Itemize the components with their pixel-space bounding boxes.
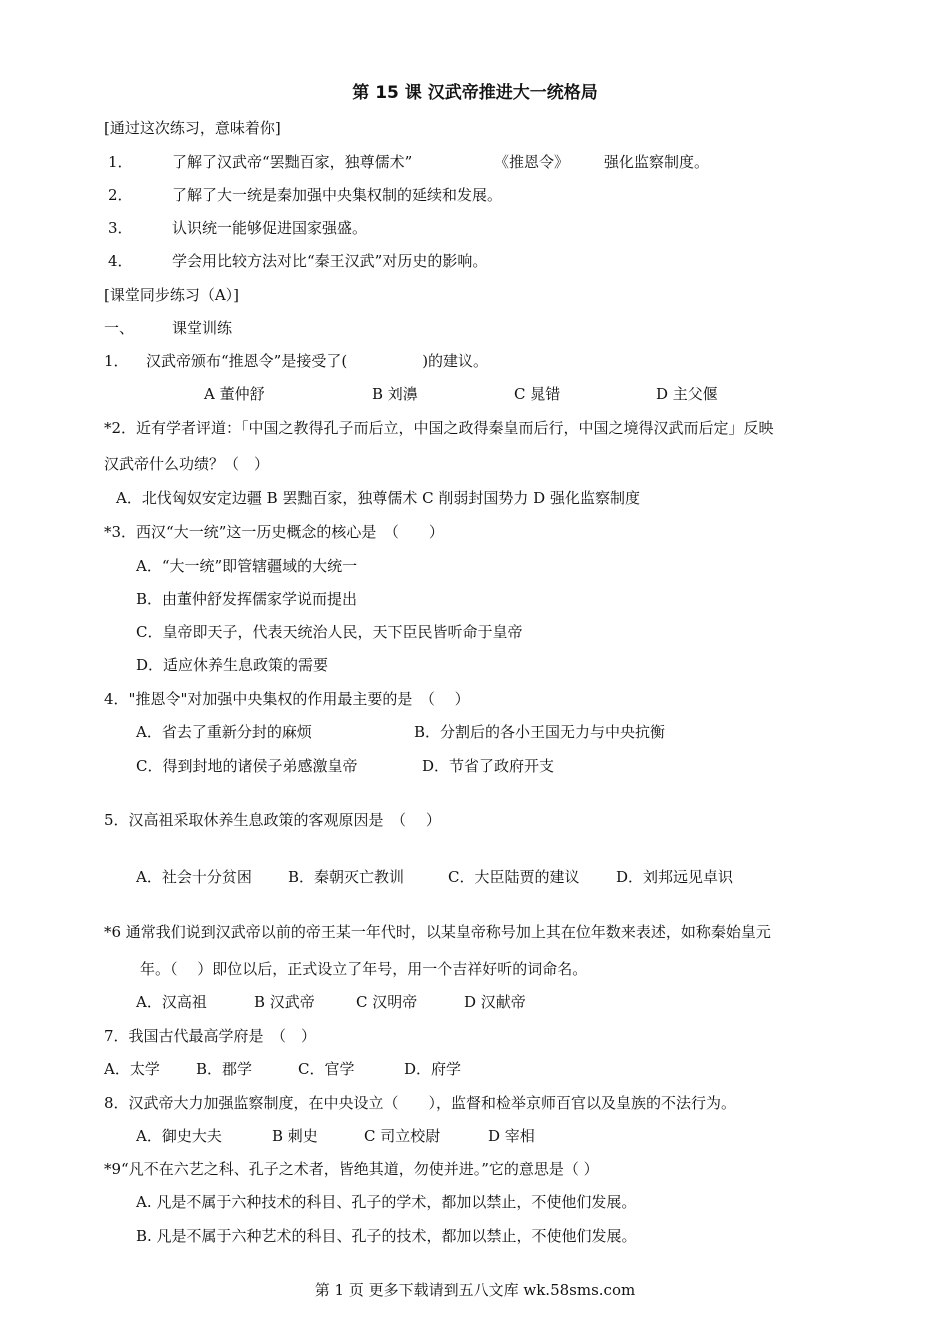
goal-1-extra-2: 强化监察制度。 <box>604 153 710 171</box>
q7-option-c: C．官学 <box>298 1060 355 1078</box>
section-number: 一、 <box>104 319 135 337</box>
goal-1-extra-1: 《推恩令》 <box>494 153 570 171</box>
q1-option-b: B 刘濞 <box>372 385 418 403</box>
q4-stem: 4．"推恩令"对加强中央集权的作用最主要的是 （ ） <box>104 690 470 708</box>
q2-options: A．北伐匈奴安定边疆 B 罢黜百家，独尊儒术 C 削弱封国势力 D 强化监察制度 <box>116 489 640 507</box>
q1-stem: 汉武帝颁布“推恩令”是接受了( )的建议。 <box>146 352 489 370</box>
q3-stem: *3．西汉“大一统”这一历史概念的核心是 （ ） <box>104 523 444 541</box>
q6-option-a: A．汉高祖 <box>136 993 207 1011</box>
q3-option-a: A．“大一统”即管辖疆域的大统一 <box>136 557 358 575</box>
q4-option-d: D．节省了政府开支 <box>422 757 555 775</box>
q5-stem: 5．汉高祖采取休养生息政策的客观原因是 （ ） <box>104 811 441 829</box>
q5-option-d: D．刘邦远见卓识 <box>616 868 734 886</box>
goal-3-text: 认识统一能够促进国家强盛。 <box>172 219 368 237</box>
q8-option-d: D 宰相 <box>488 1127 535 1145</box>
q6-option-b: B 汉武帝 <box>254 993 315 1011</box>
q7-option-b: B．郡学 <box>196 1060 253 1078</box>
goals-header: [通过这次练习，意味着你] <box>104 119 281 137</box>
q6-option-d: D 汉献帝 <box>464 993 526 1011</box>
practice-header: [课堂同步练习（A）] <box>104 286 240 304</box>
q6-option-c: C 汉明帝 <box>356 993 418 1011</box>
q5-option-b: B．秦朝灭亡教训 <box>288 868 405 886</box>
q9-option-a: A. 凡是不属于六种技术的科目、孔子的学术，都加以禁止，不使他们发展。 <box>136 1193 637 1211</box>
q8-stem: 8．汉武帝大力加强监察制度，在中央设立（ ），监督和检举京师百官以及皇族的不法行为。 <box>104 1094 737 1112</box>
q4-option-a: A．省去了重新分封的麻烦 <box>136 723 312 741</box>
q2-stem-line-1: *2．近有学者评道：「中国之教得孔子而后立，中国之政得秦皇而后行，中国之境得汉武而后定」反映 <box>104 419 774 437</box>
q8-option-c: C 司立校尉 <box>364 1127 441 1145</box>
goal-2-text: 了解了大一统是秦加强中央集权制的延续和发展。 <box>172 186 503 204</box>
page-footer: 第 1 页 更多下载请到五八文库 wk.58sms.com <box>314 1281 636 1299</box>
q3-option-b: B．由董仲舒发挥儒家学说而提出 <box>136 590 358 608</box>
goal-4-number: 4． <box>108 252 133 270</box>
q1-number: 1． <box>104 352 129 370</box>
q1-option-a: A 董仲舒 <box>204 385 265 403</box>
q2-stem-line-2: 汉武帝什么功绩？（ ） <box>104 455 270 473</box>
q3-option-c: C．皇帝即天子，代表天统治人民，天下臣民皆听命于皇帝 <box>136 623 523 641</box>
q5-option-c: C．大臣陆贾的建议 <box>448 868 580 886</box>
goal-2-number: 2． <box>108 186 133 204</box>
q9-stem: *9“凡不在六艺之科、孔子之术者，皆绝其道，勿使并进。”它的意思是（ ） <box>104 1160 599 1178</box>
goal-3-number: 3． <box>108 219 133 237</box>
goal-4-text: 学会用比较方法对比“秦王汉武”对历史的影响。 <box>172 252 488 270</box>
section-title: 课堂训练 <box>172 319 233 337</box>
q7-option-a: A．太学 <box>104 1060 160 1078</box>
q6-stem-line-2: 年。（ ）即位以后，正式设立了年号，用一个吉祥好听的词命名。 <box>140 960 588 978</box>
q4-option-b: B．分割后的各小王国无力与中央抗衡 <box>414 723 666 741</box>
q4-option-c: C．得到封地的诸侯子弟感激皇帝 <box>136 757 358 775</box>
q9-option-b: B. 凡是不属于六种艺术的科目、孔子的技术，都加以禁止，不使他们发展。 <box>136 1227 637 1245</box>
q8-option-a: A．御史大夫 <box>136 1127 222 1145</box>
page-title: 第 15 课 汉武帝推进大一统格局 <box>352 83 598 103</box>
q1-option-d: D 主父偃 <box>656 385 718 403</box>
goal-1-number: 1． <box>108 153 133 171</box>
q3-option-d: D．适应休养生息政策的需要 <box>136 656 329 674</box>
q6-stem-line-1: *6 通常我们说到汉武帝以前的帝王某一年代时，以某皇帝称号加上其在位年数来表述，如称秦始皇元 <box>104 923 771 941</box>
q8-option-b: B 刺史 <box>272 1127 318 1145</box>
q7-stem: 7．我国古代最高学府是 （ ） <box>104 1027 317 1045</box>
q1-option-c: C 晁错 <box>514 385 561 403</box>
q5-option-a: A．社会十分贫困 <box>136 868 252 886</box>
goal-1-text: 了解了汉武帝“罢黜百家，独尊儒术” <box>172 153 413 171</box>
q7-option-d: D．府学 <box>404 1060 462 1078</box>
